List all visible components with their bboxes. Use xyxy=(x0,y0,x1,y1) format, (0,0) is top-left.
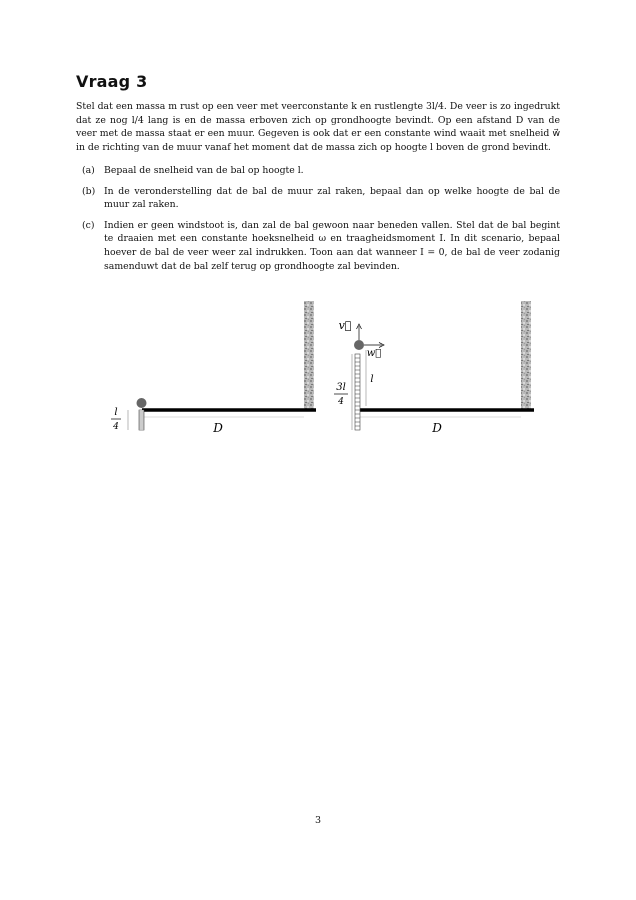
right-ball xyxy=(354,340,364,350)
question-intro: Stel dat een massa m rust op een veer met veerconstante k en rustlengte 3l/4. De veer is zo ingedrukt dat ze nog l/4 lang is en de massa erboven zich op grondhoogte bevindt. Op een afstand D van de veer met de massa staat er een muur. Gegeven is ook dat er een constante wind waait met snelheid w⃗ in de richting van de muur vanaf het moment dat de massa zich op hoogte l boven de grond bevindt. xyxy=(76,101,560,153)
left-height-label-num: l xyxy=(114,407,118,418)
left-distance-label: D xyxy=(213,421,223,435)
spring-length-label-den: 4 xyxy=(338,397,344,407)
left-scenario xyxy=(111,301,316,435)
wind-label: w⃗ xyxy=(366,348,382,359)
right-scenario xyxy=(334,301,534,435)
right-wall xyxy=(521,301,531,410)
question-title: Vraag 3 xyxy=(76,72,148,91)
part-c xyxy=(76,219,560,273)
right-distance-label: D xyxy=(432,421,442,435)
part-c-label: (c) xyxy=(82,219,95,231)
part-c-text: Indien er geen windstoot is, dan zal de bal gewoon naar beneden vallen. Stel dat de bal begint te draaien met een constante hoeksnelheid ω en traagheidsmoment I. In dit scenario, bepaal hoever de bal de veer weer zal indrukken. Toon aan dat wanneer I = 0, de bal de veer zodanig samenduwt dat de bal zelf terug op grondhoogte zal bevinden. xyxy=(104,219,560,272)
left-ball xyxy=(137,398,147,408)
velocity-label: v⃗ xyxy=(338,319,352,332)
part-a-text: Bepaal de snelheid van de bal op hoogte l. xyxy=(104,165,304,176)
question-parts xyxy=(76,164,560,280)
left-wall xyxy=(304,301,314,410)
right-spring xyxy=(355,354,360,430)
left-spring xyxy=(139,410,144,430)
part-b-text: In de veronderstelling dat de bal de muur zal raken, bepaal dan op welke hoogte de bal de muur zal raken. xyxy=(104,185,560,211)
part-a xyxy=(76,164,560,178)
part-b xyxy=(76,185,560,212)
spring-length-label-num: 3l xyxy=(336,382,346,393)
part-b-label: (b) xyxy=(82,185,96,197)
right-height-label: l xyxy=(370,374,374,385)
left-height-label-den: 4 xyxy=(113,422,119,432)
part-a-label: (a) xyxy=(82,165,95,176)
page-number: 3 xyxy=(314,815,322,826)
physics-figure xyxy=(100,296,550,446)
